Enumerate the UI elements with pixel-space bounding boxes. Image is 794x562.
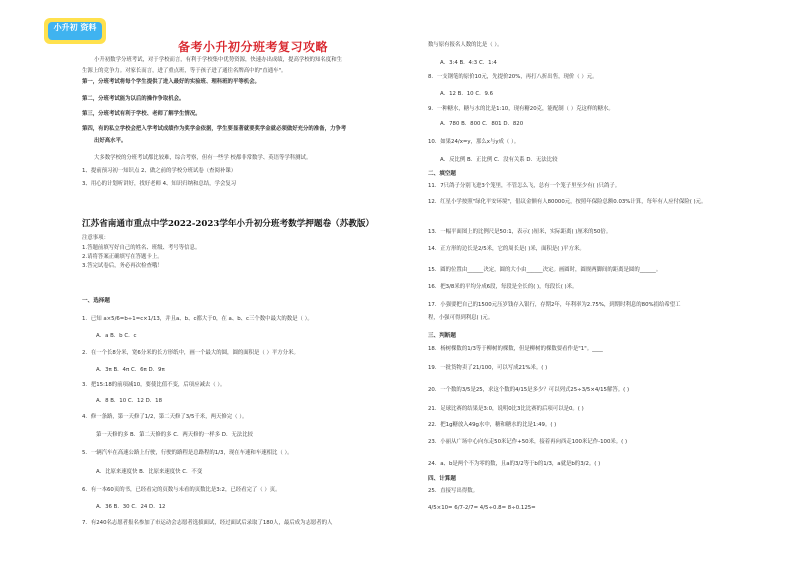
question-line: 7．有240名志愿者报名参加了市运动会志愿者选拔面试，经过面试后录取了180人，最后成为志愿者的人 bbox=[82, 520, 333, 526]
question-line: 15．圆的位置由______决定，圆的大小由______决定。画圆时，圆规两脚间的距离是圆的______。 bbox=[428, 267, 662, 273]
question-line: 5．一辆汽车在高速公路上行驶，行驶的路程是总路程的1/3，现在车速和车速相比（ ）。 bbox=[82, 450, 293, 456]
intro-line: 1、提前预习初一知识点 2、做之前的学校分班试卷（查阅补课） bbox=[82, 168, 237, 174]
answer-options: A．8 B．10 C．12 D．18 bbox=[96, 398, 163, 404]
intro-line: 小升初数学分班考试，对于学校而言，有利于学校集中优势资源，快速办出成绩，提高学校的知名度和生 bbox=[94, 57, 342, 63]
notes-item: 1.答题前填写好自己的姓名、班级、考号等信息。 bbox=[82, 245, 201, 251]
intro-line: 3、用心的计划听讲好，找好老师 4、知识归纳和总结，学会复习 bbox=[82, 181, 237, 187]
question-line: 3．把15:18的前项减10，要使比值不变，后项应减去（ ）。 bbox=[82, 382, 226, 388]
answer-options: A．36 B．30 C．24 D．12 bbox=[96, 504, 166, 510]
question-line: 17．小强要把自己的1500元压岁钱存入银行，存期2年，年利率为2.75%，到期时利息的80%捐给希望工 bbox=[428, 302, 681, 308]
answer-options: A．比原来速度快 B．比原来速度快 C．不变 bbox=[96, 469, 203, 475]
calc-row: 4/5×10= 6/7-2/7= 4/5÷0.8= 8÷0.125= bbox=[428, 505, 536, 511]
paper-title: 江苏省南通市重点中学2022-2023学年小升初分班考数学押题卷（苏教版） bbox=[82, 219, 375, 229]
question-line: 12．红星小学按照"绿化平安环境"，倡议金额有人80000元，按照年保险总额0.03%计算，每年有人应付保险( )元。 bbox=[428, 199, 707, 205]
intro-line: 第四，有的私立学校会把入学考试成绩作为奖学金依据，学生要显著就要奖学金就必须做好充分的准备，力争考 bbox=[82, 126, 347, 132]
answer-options: A．a B．b C．c bbox=[96, 333, 137, 339]
question-line: 24．a、b是两个不为零的数，且a的3/2等于b的1/3，a就是b的3/2。( ) bbox=[428, 461, 601, 467]
question-line: 程，小强可得到利息( )元。 bbox=[428, 315, 494, 321]
answer-options: A．3π B．4π C．6π D．9π bbox=[96, 367, 165, 373]
question-line: 10．如果24/x=y，那么x与y成（ ）。 bbox=[428, 139, 520, 145]
section-heading: 四、计算题 bbox=[428, 476, 456, 482]
question-line: 14．正方形的边长是2/5米，它的周长是( )米，面积是( )平方米。 bbox=[428, 246, 585, 252]
section-heading: 二、填空题 bbox=[428, 171, 456, 177]
answer-options: A．780 B．800 C．801 D．820 bbox=[440, 121, 524, 127]
question-line: 1．已知 a×5/6=b÷1=c×1/13，并且a、b、c都大于0，在 a、b、c三个数中最大的数是（ ）。 bbox=[82, 316, 313, 322]
question-line: 11．7只鸽子分别飞进3个笼里，不管怎么飞，总有一个笼子里至少有( )只鸽子。 bbox=[428, 183, 621, 189]
intro-line: 第一，分班考试将每个学生提供了进入最好的实验班、理科班的平等机会。 bbox=[82, 79, 260, 85]
intro-line: 第二，分班考试能为以后的操作争取机会。 bbox=[82, 96, 185, 102]
question-line: 6．有一本60页的书，已经看完的页数与未看的页数比是3:2，已经看完了（ ）页。 bbox=[82, 487, 281, 493]
question-line: 20．一个数的3/5是25，求这个数的4/15是多少？可以列式25÷3/5×4/15解答。( ) bbox=[428, 387, 630, 393]
intro-line: 第三，分班考试有利于学校、老师了解学生情况。 bbox=[82, 111, 201, 117]
notes-item: 2.请将答案正确填写在答题卡上。 bbox=[82, 254, 163, 260]
headline: 备考小升初分班考复习攻略 bbox=[178, 40, 329, 54]
section-heading: 三、判断题 bbox=[428, 333, 456, 339]
notes-head: 注意事项： bbox=[82, 235, 109, 241]
question-line: 21．足球比赛的结果是3:0，说明0比3比比赛的后项可以是0。( ) bbox=[428, 406, 584, 412]
answer-options: A．12 B．10 C．9.6 bbox=[440, 91, 494, 97]
logo-text: 小升初 资料 bbox=[53, 23, 97, 32]
question-line: 23．小丽从广场中心向东走50米记作+50米，接着再向西走100米记作-100米。( ) bbox=[428, 439, 628, 445]
question-line: 数与原有报名人数的比是（ ）。 bbox=[428, 42, 503, 48]
question-line: 8．一支钢笔的原价10元，先提价20%，再打八折出售，现价（ ）元。 bbox=[428, 74, 598, 80]
question-line: 16．把3/8米的平均分成6段，每段是全长的( )，每段长( )米。 bbox=[428, 284, 578, 290]
question-line: 13．一幅平面图上的比例尺是50:1，表示( )厘米，实际距离( )厘米的50倍。 bbox=[428, 229, 612, 235]
question-line: 19．一批货物卖了21/100，可以写成21%米。( ) bbox=[428, 365, 548, 371]
brand-logo bbox=[42, 12, 108, 48]
intro-line: 生源上的竞争力。对家长而言，进了重点班，等于孩子进了通往名牌高中的"直通车"。 bbox=[82, 68, 287, 74]
question-line: 2．在一个长8分米，宽6分米的长方形纸中，画一个最大的圆，圆的面积是（ ）平方分米。 bbox=[82, 350, 299, 356]
question-line: 4．修一条路，第一天修了1/2，第二天修了3/5千米，两天修完（ ）。 bbox=[82, 414, 248, 420]
question-line: 25．直接写出得数。 bbox=[428, 488, 478, 494]
answer-options: 第一天修的多 B．第二天修的多 C．两天修的一样多 D．无法比较 bbox=[96, 432, 253, 438]
intro-line: 出好高水平。 bbox=[94, 138, 127, 144]
question-line: 9．一种糖水，糖与水的比是1:10，现有糖20克，能配制（ ）克这样的糖水。 bbox=[428, 106, 614, 112]
answer-options: A．反比例 B．正比例 C．没有关系 D．无法比较 bbox=[440, 157, 558, 163]
answer-options: A．3:4 B．4:3 C．1:4 bbox=[440, 60, 497, 66]
question-line: 18．杨树棵数的1/3等于柳树的棵数，但是柳树的棵数要看作是"1"。____ bbox=[428, 346, 603, 352]
intro-line: 大多数学校的分班考试都比较难，综合考察，但有一些学 校都非常数学、英语等学科测试。 bbox=[94, 155, 312, 161]
question-line: 22．把1g糖放入49g水中，糖和糖水的比是1:49。( ) bbox=[428, 422, 557, 428]
section-heading: 一、选择题 bbox=[82, 298, 110, 304]
notes-item: 3.答完试卷后，务必再次检查哦！ bbox=[82, 263, 163, 269]
